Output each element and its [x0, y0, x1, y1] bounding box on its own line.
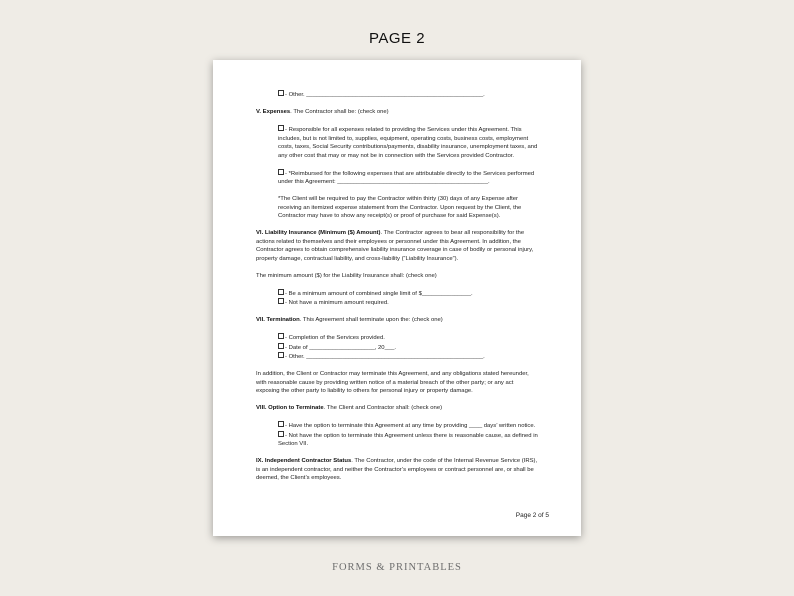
expense-note: *The Client will be required to pay the Contractor within thirty (30) days of any Expense after receiving an itemized expense statement from the Contractor. Upon request by the Client, the Contractor may have to show any receipt(s) or proof of purchase for said Expense(s). — [278, 196, 522, 219]
page-heading: PAGE 2 — [368, 30, 426, 47]
section-title: IX. Independent Contractor Status — [256, 458, 352, 464]
section-ix — [256, 457, 538, 483]
section-text: . The Client and Contractor shall: (check one) — [323, 405, 443, 411]
checkbox-item — [256, 298, 538, 308]
section-v-heading — [256, 108, 538, 117]
section-text: . This Agreement shall terminate upon the: (check one) — [299, 317, 443, 323]
checkbox-item — [256, 125, 538, 160]
other-option: - Other. ______________________________________________________. — [285, 92, 485, 98]
section-text: . The Contractor, under the code of the Internal Revenue Service (IRS), is an independent contractor, and neither the Contractor’s employees or contract personnel are, or shall be deemed, the Client’s employees. — [256, 458, 538, 481]
checkbox-icon[interactable] — [278, 421, 284, 427]
brand-footer: FORMS & PRINTABLES — [332, 562, 462, 573]
section-text: . The Contractor agrees to bear all responsibility for the actions related to themselves and their employees or personnel under this Agreement. In addition, the Contractor agrees to obtain comprehensive liability insurance coverage in case of bodily or personal injury, property damage, contractual liability, and cross-liability (“Liability Insurance”). — [256, 230, 534, 262]
option-text: - Date of ____________________, 20___. — [285, 344, 397, 351]
checkbox-icon[interactable] — [278, 169, 284, 175]
section-text: . The Contractor shall be: (check one) — [290, 109, 389, 115]
checkbox-item — [256, 431, 538, 449]
minimum-amount-text: The minimum amount ($) for the Liability Insurance shall: (check one) — [256, 272, 437, 279]
checkbox-icon[interactable] — [278, 352, 284, 358]
checkbox-icon[interactable] — [278, 298, 284, 304]
checkbox-item — [256, 90, 538, 100]
option-text: - Completion of the Services provided. — [285, 335, 385, 341]
checkbox-icon[interactable] — [278, 125, 284, 131]
section-title: VII. Termination — [256, 317, 300, 323]
checkbox-icon[interactable] — [278, 333, 284, 339]
section-viii-heading — [256, 404, 538, 413]
document-body — [256, 90, 538, 483]
section-title: V. Expenses — [256, 109, 291, 115]
checkbox-icon[interactable] — [278, 289, 284, 295]
page-number: Page 2 of 5 — [515, 512, 549, 519]
section-title: VIII. Option to Terminate — [256, 405, 324, 411]
option-text: - Responsible for all expenses related to providing the Services under this Agreement. This includes, but is not limited to, supplies, equipment, operating costs, business costs, employment costs, taxes, Social Security contributions/payments, disability insurance, unemployment taxes, and any other cost that may or may not be in connection with the Services provided Contractor. — [278, 127, 538, 159]
option-text: - Be a minimum amount of combined single limit of $_______________. — [285, 290, 473, 297]
section-vi — [256, 229, 538, 263]
checkbox-icon[interactable] — [278, 431, 284, 437]
checkbox-item — [256, 352, 538, 362]
checkbox-item — [256, 421, 538, 431]
option-text: - Not have a minimum amount required. — [285, 300, 389, 306]
document-page — [213, 60, 581, 536]
checkbox-item — [256, 343, 538, 353]
section-title: VI. Liability Insurance (Minimum ($) Amount) — [256, 230, 381, 236]
option-text: - Not have the option to terminate this Agreement unless there is reasonable cause, as defined in Section VII. — [278, 432, 538, 447]
option-text: - Other. ______________________________________________________. — [285, 354, 485, 360]
option-text: - *Reimbursed for the following expenses that are attributable directly to the Services performed under this Agreement: ______________________________________________. — [278, 170, 535, 185]
option-text: - Have the option to terminate this Agreement at any time by providing ____ days’ written notice. — [285, 423, 536, 429]
checkbox-item — [256, 289, 538, 299]
checkbox-icon[interactable] — [278, 90, 284, 96]
termination-paragraph: In addition, the Client or Contractor may terminate this Agreement, and any obligations stated hereunder, with reasonable cause by providing written notice of a material breach of the other party; or any act exposing the other party to liability to others for personal injury or property damage. — [256, 371, 529, 394]
checkbox-item — [256, 333, 538, 343]
checkbox-icon[interactable] — [278, 343, 284, 349]
section-vii-heading — [256, 316, 538, 325]
checkbox-item — [256, 169, 538, 187]
